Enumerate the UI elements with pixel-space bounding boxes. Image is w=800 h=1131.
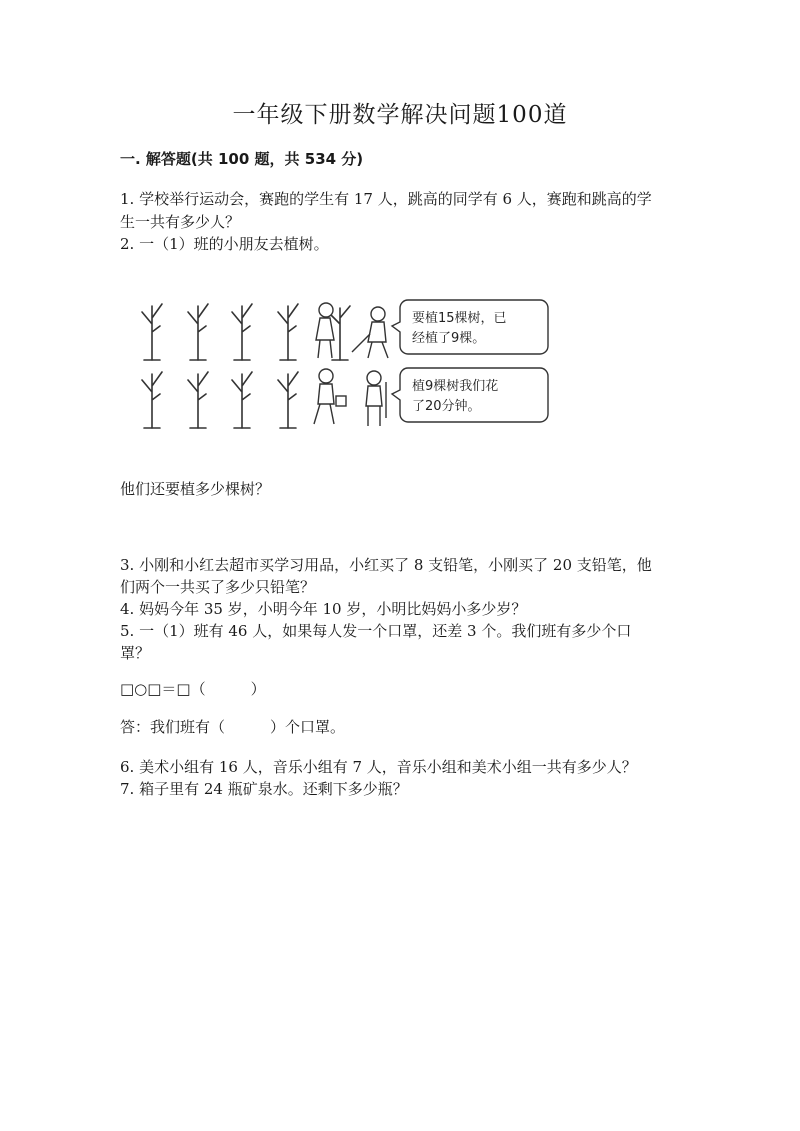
tree-planting-illustration	[130, 288, 550, 436]
child-shovel-icon	[352, 307, 388, 358]
child-bucket-icon	[314, 369, 346, 424]
bubble-2-line-1: 植9棵树我们花	[412, 379, 499, 394]
question-7-line-1: 7. 箱子里有 24 瓶矿泉水。还剩下多少瓶？	[120, 780, 408, 798]
tree-icon	[142, 372, 162, 428]
tree-icon	[188, 304, 208, 360]
question-2-line-1: 2. 一（1）班的小朋友去植树。	[120, 235, 329, 253]
question-2-ask: 他们还要植多少棵树？	[120, 480, 271, 498]
question-5-answer: 答：我们班有（ ）个口罩。	[120, 718, 346, 736]
tree-icon	[142, 304, 162, 360]
tree-icon	[278, 304, 298, 360]
question-5-line-1: 5. 一（1）班有 46 人，如果每人发一个口罩，还差 3 个。我们班有多少个口	[120, 622, 632, 640]
speech-bubble-1	[392, 300, 548, 354]
bubble-2-line-2: 了20分钟。	[412, 399, 481, 414]
question-5-line-2: 罩？	[120, 644, 151, 662]
question-1-line-1: 1. 学校举行运动会，赛跑的学生有 17 人，跳高的同学有 6 人，赛跑和跳高的学	[120, 190, 652, 208]
tree-icon	[278, 372, 298, 428]
bubble-1-line-2: 经植了9棵。	[412, 331, 486, 346]
bubble-1-line-1: 要植15棵树，已	[412, 311, 507, 326]
question-1-line-2: 生一共有多少人？	[120, 213, 241, 231]
document-title: 一年级下册数学解决问题100道	[232, 102, 568, 128]
tree-icon	[188, 372, 208, 428]
tree-icon	[232, 304, 252, 360]
question-4-line-1: 4. 妈妈今年 35 岁，小明今年 10 岁，小明比妈妈小多少岁？	[120, 600, 527, 618]
question-5-formula: □○□＝□（ ）	[120, 680, 266, 698]
section-heading: 一. 解答题(共 100 题，共 534 分)	[120, 150, 364, 168]
tree-icon	[232, 372, 252, 428]
question-3-line-2: 们两个一共买了多少只铅笔？	[120, 578, 316, 596]
question-6-line-1: 6. 美术小组有 16 人，音乐小组有 7 人，音乐小组和美术小组一共有多少人？	[120, 758, 637, 776]
child-girl-digging-icon	[316, 303, 334, 358]
speech-bubble-2	[392, 368, 548, 422]
question-3-line-1: 3. 小刚和小红去超市买学习用品，小红买了 8 支铅笔，小刚买了 20 支铅笔，他	[120, 556, 652, 574]
child-boy-shovel-icon	[366, 371, 386, 426]
